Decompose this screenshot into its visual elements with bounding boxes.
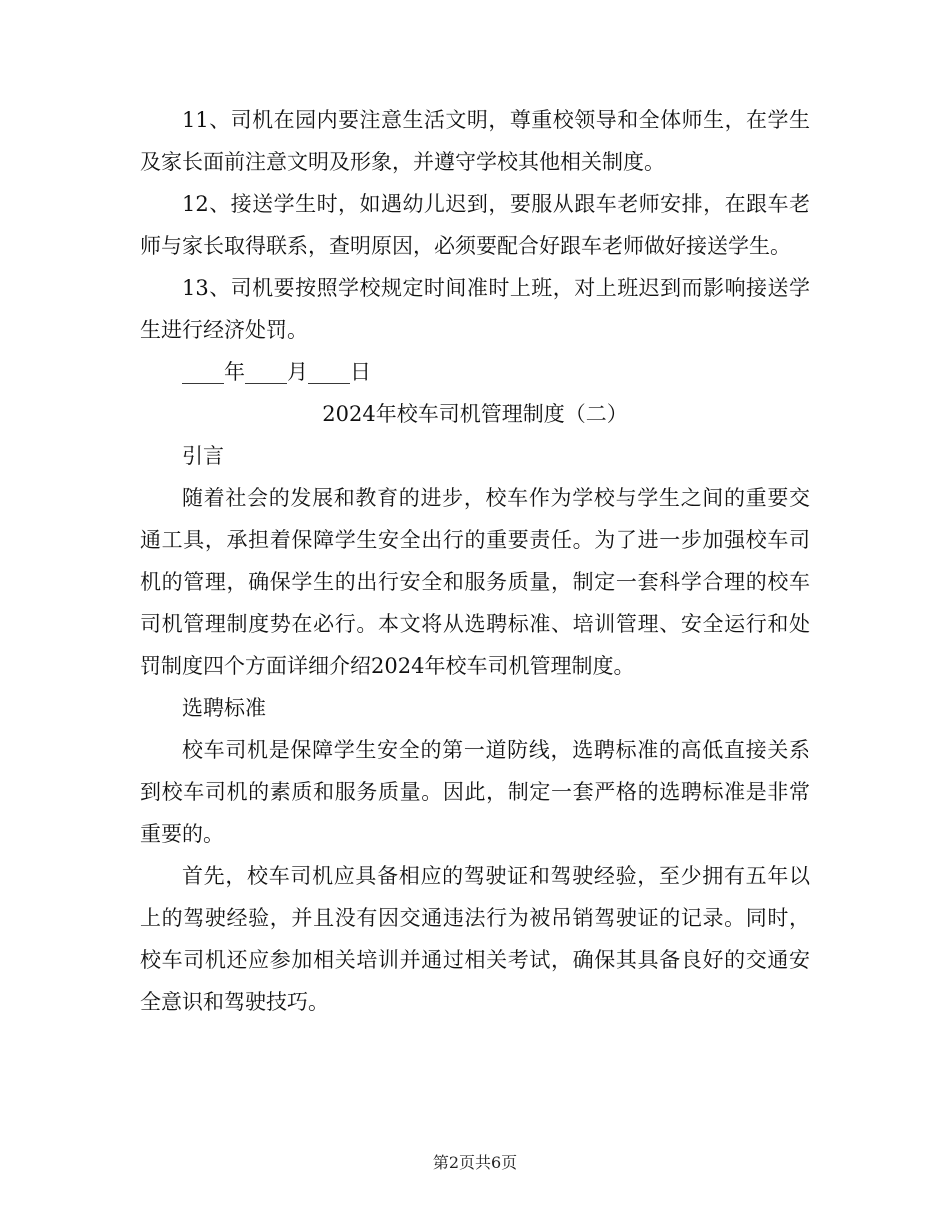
intro-heading: 引言 — [182, 444, 224, 468]
page-number: 第2页共6页 — [432, 1153, 518, 1172]
section-title: 2024年校车司机管理制度（二） — [322, 402, 628, 426]
date-line: ____年____月____日 — [182, 360, 371, 384]
paragraph-item-13: 13、司机要按照学校规定时间准时上班，对上班迟到而影响接送学生进行经济处罚。 — [140, 276, 810, 342]
paragraph-item-11: 11、司机在园内要注意生活文明，尊重校领导和全体师生，在学生及家长面前注意文明及形象，并遵守学校其他相关制度。 — [140, 108, 810, 174]
document-body — [140, 99, 810, 1023]
selection-heading: 选聘标准 — [182, 696, 266, 720]
selection-paragraph-1: 校车司机是保障学生安全的第一道防线，选聘标准的高低直接关系到校车司机的素质和服务质量。因此，制定一套严格的选聘标准是非常重要的。 — [140, 738, 810, 846]
paragraph-item-12: 12、接送学生时，如遇幼儿迟到，要服从跟车老师安排，在跟车老师与家长取得联系，查明原因，必须要配合好跟车老师做好接送学生。 — [140, 192, 810, 258]
selection-paragraph-2: 首先，校车司机应具备相应的驾驶证和驾驶经验，至少拥有五年以上的驾驶经验，并且没有因交通违法行为被吊销驾驶证的记录。同时，校车司机还应参加相关培训并通过相关考试，确保其具备良好的交通安全意识和驾驶技巧。 — [140, 864, 810, 1014]
intro-paragraph: 随着社会的发展和教育的进步，校车作为学校与学生之间的重要交通工具，承担着保障学生安全出行的重要责任。为了进一步加强校车司机的管理，确保学生的出行安全和服务质量，制定一套科学合理的校车司机管理制度势在必行。本文将从选聘标准、培训管理、安全运行和处罚制度四个方面详细介绍2024年校车司机管理制度。 — [140, 486, 810, 678]
